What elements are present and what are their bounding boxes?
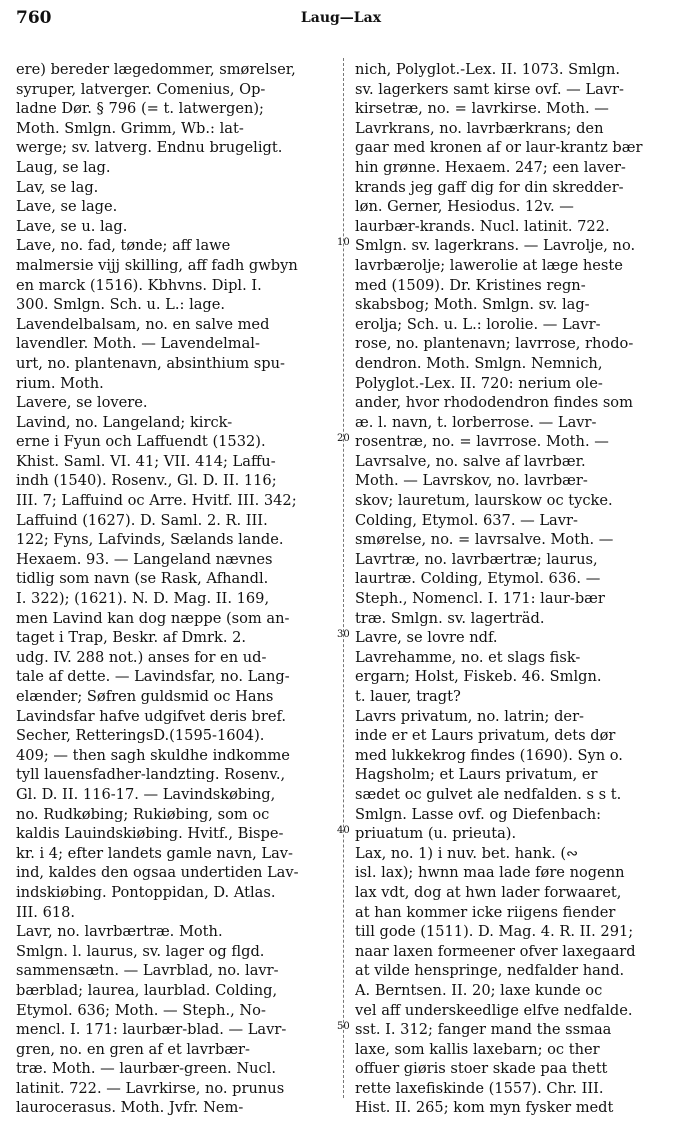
line-marker: 20 bbox=[337, 433, 350, 444]
text-line: mencl. I. 171: laurbær-blad. — Lavr- bbox=[16, 1021, 287, 1039]
text-line: at han kommer icke riigens fiender bbox=[355, 903, 616, 921]
text-line: latinit. 722. — Lavrkirse, no. prunus bbox=[16, 1079, 285, 1097]
text-line: Lavrkrans, no. lavrbærkrans; den bbox=[355, 119, 604, 137]
text-line: laurtræ. Colding, Etymol. 636. — bbox=[355, 570, 601, 588]
text-line: Laffuind (1627). D. Saml. 2. R. III. bbox=[16, 511, 268, 529]
text-line: 300. Smlgn. Sch. u. L.: lage. bbox=[16, 296, 226, 314]
text-line: I. 322); (1621). N. D. Mag. II. 169, bbox=[16, 590, 270, 608]
text-line: kirsetræ, no. = lavrkirse. Moth. — bbox=[355, 100, 609, 118]
line-marker: 30 bbox=[337, 629, 350, 640]
text-line: Smlgn. sv. lagerkrans. — Lavrolje, no. bbox=[355, 237, 636, 255]
text-line: erolja; Sch. u. L.: lorolie. — Lavr- bbox=[355, 315, 601, 333]
text-line: urt, no. plantenavn, absinthium spu- bbox=[16, 354, 285, 372]
column-divider bbox=[343, 58, 344, 1098]
text-line: rose, no. plantenavn; lavrrose, rhodo- bbox=[355, 335, 634, 353]
text-line: Lave, no. fad, tønde; aff lawe bbox=[16, 237, 231, 255]
text-line: inde er et Laurs privatum, dets dør bbox=[355, 727, 616, 745]
line-marker: 10 bbox=[337, 237, 350, 248]
text-line: ere) bereder lægedommer, smørelser, bbox=[16, 61, 296, 78]
text-line: kaldis Lauindskiøbing. Hvitf., Bispe- bbox=[16, 825, 284, 843]
text-line: t. lauer, tragt? bbox=[355, 688, 461, 705]
page-number: 760 bbox=[16, 8, 52, 28]
right-column bbox=[355, 60, 671, 1118]
left-column bbox=[16, 60, 332, 1118]
text-line: løn. Gerner, Hesiodus. 12v. — bbox=[355, 198, 574, 216]
text-line: laurocerasus. Moth. Jvfr. Nem- bbox=[16, 1099, 244, 1117]
text-line: no. Rudkøbing; Rukiøbing, som oc bbox=[16, 805, 270, 823]
text-line: Colding, Etymol. 637. — Lavr- bbox=[355, 511, 578, 529]
running-head: Laug—Lax bbox=[300, 10, 382, 26]
text-line: smørelse, no. = lavrsalve. Moth. — bbox=[355, 531, 614, 549]
text-line: till gode (1511). D. Mag. 4. R. II. 291; bbox=[355, 923, 634, 941]
text-line: werge; sv. latverg. Endnu brugeligt. bbox=[16, 139, 283, 157]
text-line: Hist. II. 265; kom myn fysker medt bbox=[355, 1099, 614, 1117]
text-line: rette laxefiskinde (1557). Chr. III. bbox=[355, 1079, 604, 1097]
text-line: lax vdt, dog at hwn lader forwaaret, bbox=[355, 883, 622, 901]
text-line: rium. Moth. bbox=[16, 374, 104, 392]
text-line: Lavere, se lovere. bbox=[16, 394, 148, 412]
line-marker: 50 bbox=[337, 1021, 350, 1032]
text-line: vel aff underskeedlige elfve nedfalde. bbox=[355, 1001, 633, 1019]
text-line: Laug, se lag. bbox=[16, 158, 111, 176]
text-line: tale af dette. — Lavindsfar, no. Lang- bbox=[16, 668, 290, 686]
text-line: krands jeg gaff dig for din skredder- bbox=[355, 178, 624, 196]
text-line: laxe, som kallis laxebarn; oc ther bbox=[355, 1040, 600, 1058]
text-line: ergarn; Holst, Fiskeb. 46. Smlgn. bbox=[355, 668, 602, 686]
text-line: Lave, se lage. bbox=[16, 198, 118, 216]
text-line: træ. Smlgn. sv. lagerträd. bbox=[355, 609, 545, 627]
text-line: elænder; Søfren guldsmid oc Hans bbox=[16, 688, 274, 705]
text-line: men Lavind kan dog næppe (som an- bbox=[16, 609, 290, 627]
text-line: sst. I. 312; fanger mand the ssmaa bbox=[355, 1021, 612, 1039]
text-line: Lavrtræ, no. lavrbærtræ; laurus, bbox=[355, 550, 598, 568]
text-line: erne i Fyun och Laffuendt (1532). bbox=[16, 433, 266, 451]
text-line: III. 7; Laffuind oc Arre. Hvitf. III. 342; bbox=[16, 492, 297, 510]
text-line: Gl. D. II. 116-17. — Lavindskøbing, bbox=[16, 785, 276, 803]
text-line: Lavind, no. Langeland; kirck- bbox=[16, 413, 233, 431]
text-line: taget i Trap, Beskr. af Dmrk. 2. bbox=[16, 629, 247, 647]
text-line: med (1509). Dr. Kristines regn- bbox=[355, 276, 586, 294]
text-line: gren, no. en gren af et lavrbær- bbox=[16, 1040, 250, 1058]
text-line: sv. lagerkers samt kirse ovf. — Lavr- bbox=[355, 80, 624, 98]
text-line: ind, kaldes den ogsaa undertiden Lav- bbox=[16, 864, 299, 882]
text-line: dendron. Moth. Smlgn. Nemnich, bbox=[355, 354, 603, 372]
text-line: gaar med kronen af or laur-krantz bær bbox=[355, 139, 643, 157]
text-line: Khist. Saml. VI. 41; VII. 414; Laffu- bbox=[16, 452, 276, 470]
text-line: Lavrehamme, no. et slags fisk- bbox=[355, 648, 581, 666]
page-header bbox=[16, 8, 666, 32]
text-line: Smlgn. l. laurus, sv. lager og flgd. bbox=[16, 942, 265, 960]
text-line: skabsbog; Moth. Smlgn. sv. lag- bbox=[355, 296, 590, 314]
text-line: tidlig som navn (se Rask, Afhandl. bbox=[16, 570, 269, 588]
text-line: nich, Polyglot.-Lex. II. 1073. Smlgn. bbox=[355, 61, 621, 78]
text-line: Lavrs privatum, no. latrin; der- bbox=[355, 707, 584, 725]
text-line: Lavrsalve, no. salve af lavrbær. bbox=[355, 452, 586, 470]
text-line: A. Berntsen. II. 20; laxe kunde oc bbox=[355, 981, 603, 999]
text-line: tyll lauensfadher-landzting. Rosenv., bbox=[16, 766, 286, 784]
text-line: Lavendelbalsam, no. en salve med bbox=[16, 315, 270, 333]
text-line: bærblad; laurea, laurblad. Colding, bbox=[16, 981, 278, 999]
text-line: skov; lauretum, laurskow oc tycke. bbox=[355, 492, 613, 510]
line-marker: 40 bbox=[337, 825, 350, 836]
text-line: æ. l. navn, t. lorberrose. — Lavr- bbox=[355, 413, 597, 431]
text-line: kr. i 4; efter landets gamle navn, Lav- bbox=[16, 844, 293, 862]
text-line: 409; — then sagh skuldhe indkomme bbox=[16, 746, 290, 764]
text-line: en marck (1516). Kbhvns. Dipl. I. bbox=[16, 276, 262, 294]
text-line: lavendler. Moth. — Lavendelmal- bbox=[16, 335, 260, 353]
text-line: lavrbærolje; lawerolie at læge heste bbox=[355, 256, 623, 274]
text-line: 122; Fyns, Lafvinds, Sælands lande. bbox=[16, 531, 284, 549]
text-line: Polyglot.-Lex. II. 720: nerium ole- bbox=[355, 374, 603, 392]
text-line: rosentræ, no. = lavrrose. Moth. — bbox=[355, 433, 609, 451]
text-line: isl. lax); hwnn maa lade føre nogenn bbox=[355, 864, 625, 882]
text-line: Moth. — Lavrskov, no. lavrbær- bbox=[355, 472, 588, 490]
text-line: træ. Moth. — laurbær-green. Nucl. bbox=[16, 1060, 276, 1078]
text-line: Lavindsfar hafve udgifvet deris bref. bbox=[16, 707, 287, 725]
text-line: III. 618. bbox=[16, 903, 76, 921]
text-line: indskiøbing. Pontoppidan, D. Atlas. bbox=[16, 883, 276, 901]
text-line: naar laxen formeener ofver laxegaard bbox=[355, 942, 636, 960]
text-line: syruper, latverger. Comenius, Op- bbox=[16, 80, 266, 98]
text-line: Lavr, no. lavrbærtræ. Moth. bbox=[16, 923, 223, 941]
text-line: udg. IV. 288 not.) anses for en ud- bbox=[16, 648, 267, 666]
text-line: sædet oc gulvet ale nedfalden. s s t. bbox=[355, 785, 622, 803]
text-line: Etymol. 636; Moth. — Steph., No- bbox=[16, 1001, 266, 1019]
text-line: at vilde henspringe, nedfalder hand. bbox=[355, 962, 625, 980]
text-line: Lav, se lag. bbox=[16, 178, 99, 196]
text-line: med lukkekrog findes (1690). Syn o. bbox=[355, 746, 623, 764]
text-line: Hagsholm; et Laurs privatum, er bbox=[355, 766, 598, 784]
text-line: Hexaem. 93. — Langeland nævnes bbox=[16, 550, 273, 568]
text-line: Smlgn. Lasse ovf. og Diefenbach: bbox=[355, 805, 602, 823]
text-line: malmersie vijj skilling, aff fadh gwbyn bbox=[16, 256, 298, 274]
text-line: laurbær-krands. Nucl. latinit. 722. bbox=[355, 217, 610, 235]
text-line: indh (1540). Rosenv., Gl. D. II. 116; bbox=[16, 472, 277, 490]
text-line: priuatum (u. prieuta). bbox=[355, 825, 517, 843]
text-line: Moth. Smlgn. Grimm, Wb.: lat- bbox=[16, 119, 244, 137]
text-line: Lax, no. 1) i nuv. bet. hank. (∾ bbox=[355, 844, 579, 862]
text-line: sammensætn. — Lavrblad, no. lavr- bbox=[16, 962, 279, 980]
text-line: offuer giøris stoer skade paa thett bbox=[355, 1060, 608, 1078]
text-line: hin grønne. Hexaem. 247; een laver- bbox=[355, 158, 626, 176]
text-line: Secher, RetteringsD.(1595-1604). bbox=[16, 727, 265, 745]
text-line: Lave, se u. lag. bbox=[16, 217, 128, 235]
text-line: Steph., Nomencl. I. 171: laur-bær bbox=[355, 590, 605, 608]
text-line: ander, hvor rhododendron findes som bbox=[355, 394, 633, 412]
text-line: Lavre, se lovre ndf. bbox=[355, 629, 498, 647]
text-line: ladne Dør. § 796 (= t. latwergen); bbox=[16, 100, 264, 118]
